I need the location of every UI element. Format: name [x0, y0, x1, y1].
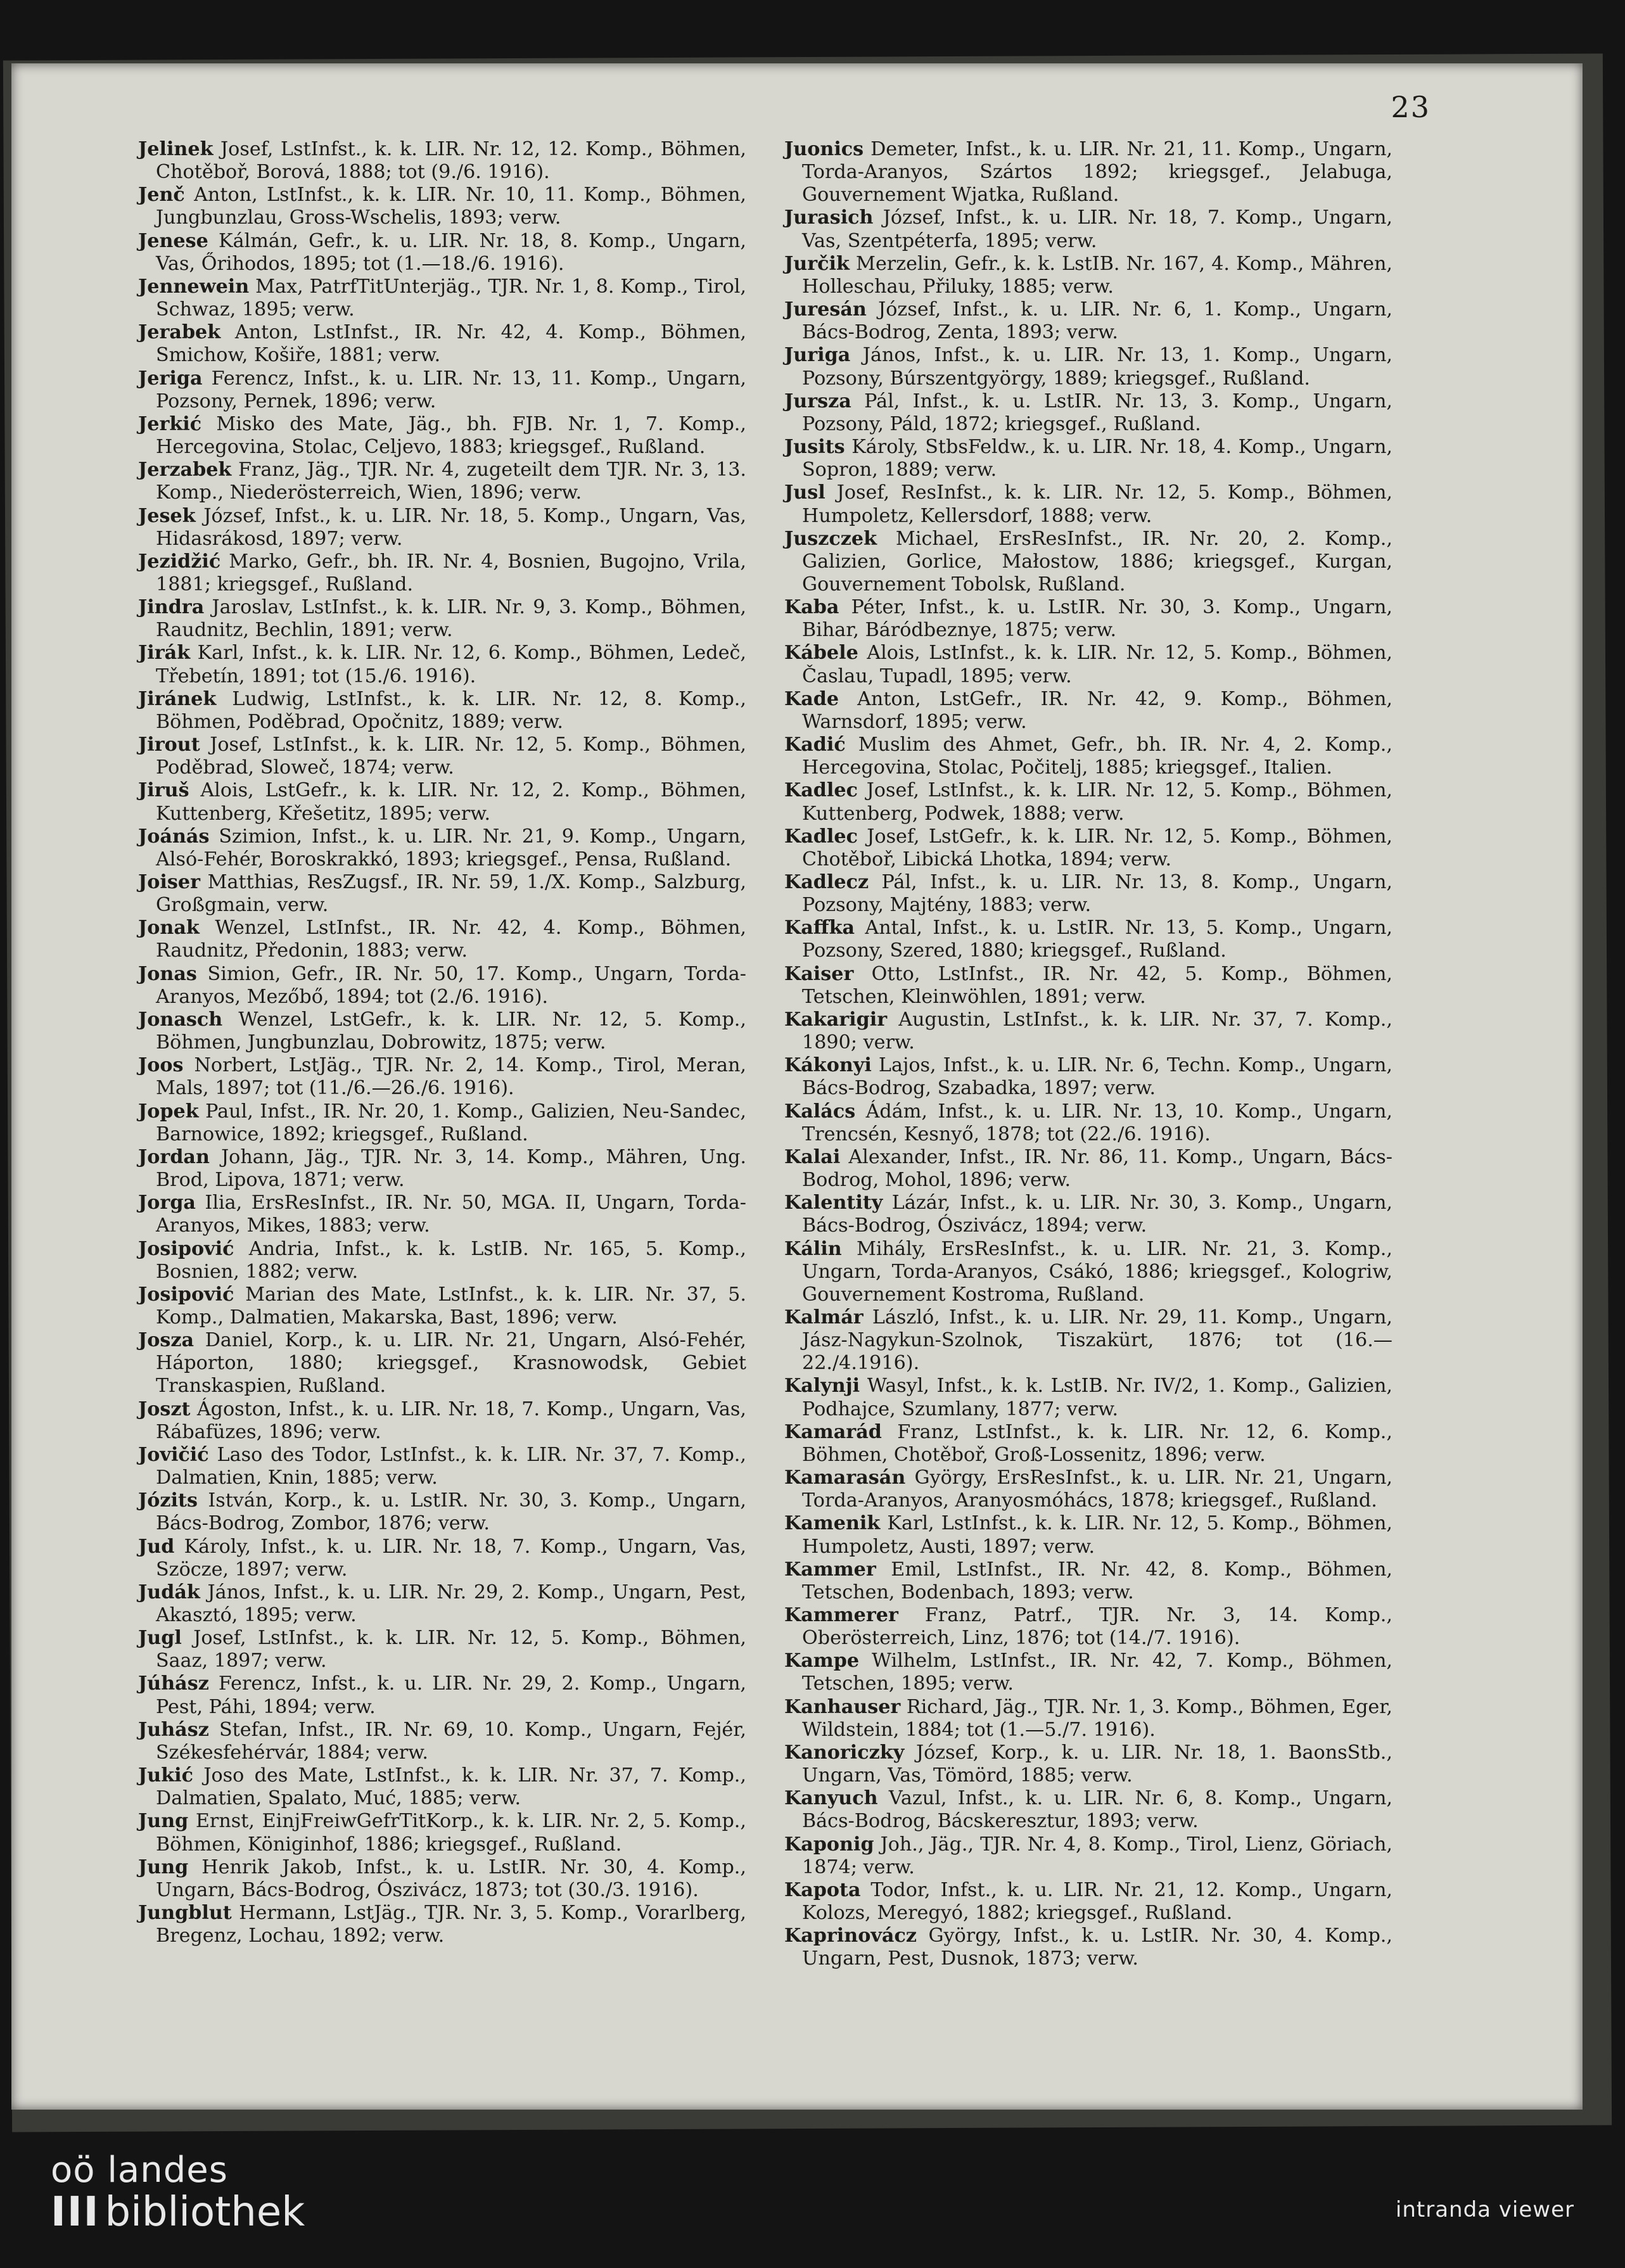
entry-details: Laso des Todor, LstInfst., k. k. LIR. Nr. 37, 7. Komp., Dalmatien, Knin, 1885; verw.: [156, 1443, 746, 1489]
register-entry: [138, 779, 746, 825]
entry-details: Josef, ResInfst., k. k. LIR. Nr. 12, 5. Komp., Böhmen, Humpoletz, Kellersdorf, 1888; verw.: [802, 481, 1392, 527]
logo-line-1: oö landes: [51, 2150, 228, 2191]
register-entry: [138, 1672, 746, 1718]
entry-surname: Kalynji: [784, 1375, 860, 1398]
entry-details: Alois, LstGefr., k. k. LIR. Nr. 12, 2. Komp., Böhmen, Kuttenberg, Křešetitz, 1895; verw.: [156, 779, 746, 825]
register-entry: [138, 1764, 746, 1810]
entry-surname: Jugl: [138, 1627, 182, 1650]
entry-surname: Juhász: [138, 1718, 209, 1741]
entry-surname: Jindra: [138, 596, 205, 619]
entry-surname: Kaffka: [784, 917, 855, 940]
entry-surname: Jukić: [138, 1764, 193, 1787]
entry-details: Karl, Infst., k. k. LIR. Nr. 12, 6. Komp., Böhmen, Ledeč, Třebetín, 1891; tot (15./6. 1916).: [156, 642, 746, 687]
entry-details: Demeter, Infst., k. u. LIR. Nr. 21, 11. Komp., Ungarn, Torda-Aranyos, Szártos 1892; kriegsgef., Jelabuga, Gouvernement Wjatka, Rußland.: [802, 138, 1392, 207]
entry-surname: Kalács: [784, 1100, 856, 1123]
entry-details: Alexander, Infst., IR. Nr. 86, 11. Komp., Ungarn, Bács-Bodrog, Mohol, 1896; verw.: [802, 1145, 1392, 1192]
entry-details: Pál, Infst., k. u. LstIR. Nr. 13, 3. Komp., Ungarn, Pozsony, Páld, 1872; kriegsgef., Rußland.: [802, 390, 1392, 435]
register-entry: [784, 1925, 1392, 1970]
register-entry: [138, 1810, 746, 1856]
entry-details: Franz, Jäg., TJR. Nr. 4, zugeteilt dem TJR. Nr. 3, 13. Komp., Niederösterreich, Wien, 1896; verw.: [156, 459, 746, 504]
entry-surname: Kade: [784, 687, 839, 710]
register-entry: [138, 917, 746, 962]
entry-surname: Kadić: [784, 734, 846, 756]
register-entry: [784, 1558, 1392, 1604]
entry-details: Hermann, LstJäg., TJR. Nr. 3, 5. Komp., Vorarlberg, Bregenz, Lochau, 1892; verw.: [156, 1902, 746, 1947]
register-entry: [138, 596, 746, 642]
entry-surname: Kaponig: [784, 1833, 874, 1856]
entry-details: Ernst, EinjFreiwGefrTitKorp., k. k. LIR. Nr. 2, 5. Komp., Böhmen, Königinhof, 1886; kriegsgef., Rußland.: [156, 1810, 746, 1856]
register-entry: [138, 688, 746, 734]
register-entry: [138, 1054, 746, 1100]
entry-surname: Jennewein: [138, 275, 250, 298]
register-entry: [138, 1719, 746, 1764]
entry-surname: Jovičić: [138, 1443, 209, 1466]
entry-surname: Jusl: [784, 481, 825, 504]
entry-details: Mihály, ErsResInfst., k. u. LIR. Nr. 21, 3. Komp., Ungarn, Torda-Aranyos, Csákó, 1886; kriegsgef., Kologriw, Gouvernement Kostroma, Rußland.: [802, 1237, 1392, 1306]
entry-details: Pál, Infst., k. u. LIR. Nr. 13, 8. Komp., Ungarn, Pozsony, Majtény, 1883; verw.: [802, 871, 1392, 917]
entry-details: József, Infst., k. u. LIR. Nr. 18, 5. Komp., Ungarn, Vas, Hidasrákosd, 1897; verw.: [156, 504, 746, 550]
entry-surname: Jezidžić: [138, 550, 221, 573]
register-entry: [784, 1421, 1392, 1467]
register-entry: [138, 230, 746, 276]
entry-surname: Jurčik: [784, 252, 850, 275]
entry-details: Károly, Infst., k. u. LIR. Nr. 18, 7. Komp., Ungarn, Vas, Szöcze, 1897; verw.: [156, 1535, 746, 1581]
register-entry: [138, 1536, 746, 1581]
entry-details: János, Infst., k. u. LIR. Nr. 29, 2. Komp., Ungarn, Pest, Akasztó, 1895; verw.: [156, 1581, 746, 1626]
register-entry: [138, 963, 746, 1009]
entry-surname: Kakarigir: [784, 1008, 888, 1031]
entry-details: György, Infst., k. u. LstIR. Nr. 30, 4. Komp., Ungarn, Pest, Dusnok, 1873; verw.: [802, 1925, 1392, 1970]
entry-details: Anton, LstInfst., IR. Nr. 42, 4. Komp., Böhmen, Smichow, Košiře, 1881; verw.: [156, 321, 746, 367]
entry-details: Stefan, Infst., IR. Nr. 69, 10. Komp., Ungarn, Fejér, Székesfehérvár, 1884; verw.: [156, 1718, 746, 1764]
entry-details: Josef, LstInfst., k. k. LIR. Nr. 12, 12. Komp., Böhmen, Chotěboř, Borová, 1888; tot (9./6. 1916).: [156, 138, 746, 184]
entry-surname: Kalmár: [784, 1306, 863, 1328]
register-entry: [784, 642, 1392, 687]
library-logo[interactable]: [51, 2151, 305, 2234]
register-entry: [784, 596, 1392, 642]
register-entry: [138, 1489, 746, 1535]
entry-surname: Kadlecz: [784, 871, 869, 893]
entry-surname: Kaba: [784, 596, 839, 619]
entry-surname: Kálin: [784, 1237, 842, 1260]
register-entry: [784, 1787, 1392, 1833]
entry-surname: Juszczek: [784, 527, 877, 550]
entry-details: Richard, Jäg., TJR. Nr. 1, 3. Komp., Böhmen, Eger, Wildstein, 1884; tot (1.—5./7. 1916).: [802, 1695, 1392, 1741]
entry-surname: Jusits: [784, 436, 845, 459]
left-column: [138, 138, 746, 1947]
entry-details: Péter, Infst., k. u. LstIR. Nr. 30, 3. Komp., Ungarn, Bihar, Báródbeznye, 1875; verw.: [802, 596, 1392, 642]
register-entry: [784, 390, 1392, 436]
entry-details: Ludwig, LstInfst., k. k. LIR. Nr. 12, 8. Komp., Böhmen, Poděbrad, Opočnitz, 1889; verw.: [156, 687, 746, 733]
entry-details: Ferencz, Infst., k. u. LIR. Nr. 13, 11. Komp., Ungarn, Pozsony, Pernek, 1896; verw.: [156, 367, 746, 412]
entry-details: Henrik Jakob, Infst., k. u. LstIR. Nr. 30, 4. Komp., Ungarn, Bács-Bodrog, Ószivácz, 1873; tot (30./3. 1916).: [156, 1856, 746, 1901]
register-entry: [138, 321, 746, 367]
entry-details: László, Infst., k. u. LIR. Nr. 29, 11. Komp., Ungarn, Jász-Nagykun-Szolnok, Tiszakürt, 1876; tot (16.—22./4.1916).: [802, 1306, 1392, 1375]
entry-surname: Jiruš: [138, 779, 189, 802]
entry-surname: Joszt: [138, 1398, 191, 1420]
entry-details: Daniel, Korp., k. u. LIR. Nr. 21, Ungarn, Alsó-Fehér, Háporton, 1880; kriegsgef., Krasnowodsk, Gebiet Transkaspien, Rußland.: [156, 1329, 746, 1398]
entry-surname: Kamenik: [784, 1512, 881, 1535]
entry-details: Joh., Jäg., TJR. Nr. 4, 8. Komp., Tirol, Lienz, Göriach, 1874; verw.: [802, 1833, 1392, 1878]
entry-details: Otto, LstInfst., IR. Nr. 42, 5. Komp., Böhmen, Tetschen, Kleinwöhlen, 1891; verw.: [802, 962, 1392, 1008]
register-entry: [138, 1238, 746, 1284]
register-entry: [138, 505, 746, 551]
register-entry: [138, 276, 746, 321]
entry-details: Misko des Mate, Jäg., bh. FJB. Nr. 1, 7. Komp., Hercegovina, Stolac, Celjevo, 1883; kriegsgef., Rußland.: [156, 412, 746, 459]
logo-bars-icon: III: [51, 2189, 100, 2236]
entry-surname: Jerkić: [138, 412, 202, 435]
entry-surname: Josipović: [138, 1237, 234, 1260]
entry-surname: Kalentity: [784, 1192, 883, 1214]
register-entry: [138, 1398, 746, 1444]
register-entry: [784, 1512, 1392, 1558]
entry-surname: Judák: [138, 1581, 200, 1603]
entry-details: Lázár, Infst., k. u. LIR. Nr. 30, 3. Komp., Ungarn, Bács-Bodrog, Ószivácz, 1894; verw.: [802, 1192, 1392, 1237]
entry-details: Károly, StbsFeldw., k. u. LIR. Nr. 18, 4. Komp., Ungarn, Sopron, 1889; verw.: [802, 436, 1392, 481]
register-entry: [138, 413, 746, 459]
entry-details: Josef, LstInfst., k. k. LIR. Nr. 12, 5. Komp., Böhmen, Saaz, 1897; verw.: [156, 1627, 746, 1672]
register-entry: [784, 1146, 1392, 1192]
register-entry: [784, 779, 1392, 825]
register-entry: [138, 367, 746, 413]
entry-surname: Jordan: [138, 1145, 210, 1168]
entry-details: Ádám, Infst., k. u. LIR. Nr. 13, 10. Komp., Ungarn, Trencsén, Kesnyő, 1878; tot (22./6. 1916).: [802, 1100, 1392, 1145]
register-entry: [138, 551, 746, 596]
register-entry: [784, 253, 1392, 298]
entry-surname: Kapota: [784, 1878, 861, 1901]
register-entry: [138, 1902, 746, 1947]
register-entry: [138, 459, 746, 504]
entry-details: Jaroslav, LstInfst., k. k. LIR. Nr. 9, 3. Komp., Böhmen, Raudnitz, Bechlin, 1891; verw.: [156, 596, 746, 642]
entry-surname: Jud: [138, 1535, 175, 1558]
entry-surname: Kampe: [784, 1650, 860, 1672]
entry-details: Anton, LstGefr., IR. Nr. 42, 9. Komp., Böhmen, Warnsdorf, 1895; verw.: [802, 687, 1392, 733]
entry-details: Wenzel, LstGefr., k. k. LIR. Nr. 12, 5. Komp., Böhmen, Jungbunzlau, Dobrowitz, 1875; verw.: [156, 1008, 746, 1054]
register-entry: [784, 917, 1392, 962]
entry-surname: Jungblut: [138, 1902, 232, 1925]
entry-surname: Jurasich: [784, 207, 874, 229]
register-entry: [784, 1375, 1392, 1420]
entry-surname: Kanhauser: [784, 1695, 901, 1718]
entry-surname: Jelinek: [138, 138, 213, 160]
register-entry: [138, 1100, 746, 1146]
register-entry: [784, 963, 1392, 1009]
entry-surname: Jorga: [138, 1192, 196, 1214]
entry-surname: Kákonyi: [784, 1054, 872, 1077]
right-column: [784, 138, 1392, 1971]
register-entry: [138, 138, 746, 184]
entry-surname: Jiránek: [138, 687, 217, 710]
register-entry: [784, 1696, 1392, 1742]
register-entry: [784, 298, 1392, 344]
entry-details: Szimion, Infst., k. u. LIR. Nr. 21, 9. Komp., Ungarn, Alsó-Fehér, Boroskrakkó, 1893; kriegsgef., Pensa, Rußland.: [156, 825, 746, 870]
document-page: [11, 63, 1583, 2110]
entry-surname: Kamarád: [784, 1420, 882, 1443]
entry-details: Josef, LstInfst., k. k. LIR. Nr. 12, 5. Komp., Böhmen, Kuttenberg, Podwek, 1888; verw.: [802, 779, 1392, 825]
entry-details: István, Korp., k. u. LstIR. Nr. 30, 3. Komp., Ungarn, Bács-Bodrog, Zombor, 1876; verw.: [156, 1489, 746, 1535]
register-entry: [138, 1444, 746, 1489]
entry-surname: Jenese: [138, 229, 208, 252]
register-entry: [784, 871, 1392, 917]
entry-details: Marian des Mate, LstInfst., k. k. LIR. Nr. 37, 5. Komp., Dalmatien, Makarska, Bast, 1896; verw.: [156, 1283, 746, 1328]
entry-surname: Jursza: [784, 390, 851, 412]
register-entry: [138, 734, 746, 779]
register-entry: [784, 1100, 1392, 1146]
entry-details: Simion, Gefr., IR. Nr. 50, 17. Komp., Ungarn, Torda-Aranyos, Mezőbő, 1894; tot (2./6. 1916).: [156, 962, 746, 1008]
entry-details: Ilia, ErsResInfst., IR. Nr. 50, MGA. II, Ungarn, Torda-Aranyos, Mikes, 1883; verw.: [156, 1192, 746, 1237]
entry-details: Josef, LstGefr., k. k. LIR. Nr. 12, 5. Komp., Böhmen, Chotěboř, Libická Lhotka, 1894; verw.: [802, 825, 1392, 870]
entry-surname: Jenč: [138, 184, 185, 207]
entry-surname: Jonasch: [138, 1008, 223, 1031]
entry-details: Michael, ErsResInfst., IR. Nr. 20, 2. Komp., Galizien, Gorlice, Małostow, 1886; kriegsgef., Kurgan, Gouvernement Tobolsk, Rußland.: [802, 527, 1392, 596]
entry-surname: Josza: [138, 1329, 194, 1352]
register-entry: [784, 528, 1392, 596]
entry-surname: Kammer: [784, 1558, 876, 1581]
entry-surname: Jonak: [138, 917, 200, 940]
entry-details: József, Korp., k. u. LIR. Nr. 18, 1. BaonsStb., Ungarn, Vas, Tömörd, 1885; verw.: [802, 1741, 1392, 1787]
register-entry: [784, 1306, 1392, 1375]
entry-surname: Kammerer: [784, 1604, 898, 1626]
entry-surname: Jung: [138, 1856, 189, 1878]
register-entry: [138, 1627, 746, 1672]
entry-details: Karl, LstInfst., k. k. LIR. Nr. 12, 5. Komp., Böhmen, Humpoletz, Austi, 1897; verw.: [802, 1512, 1392, 1558]
entry-details: Norbert, LstJäg., TJR. Nr. 2, 14. Komp., Tirol, Meran, Mals, 1897; tot (11./6.—26./6. 1916).: [156, 1054, 746, 1100]
register-entry: [138, 1581, 746, 1627]
register-entry: [784, 825, 1392, 871]
register-entry: [138, 1192, 746, 1237]
entry-details: Lajos, Infst., k. u. LIR. Nr. 6, Techn. Komp., Ungarn, Bács-Bodrog, Szabadka, 1897; verw.: [802, 1054, 1392, 1100]
register-entry: [784, 207, 1392, 252]
entry-surname: Jerzabek: [138, 459, 232, 481]
entry-surname: Juresán: [784, 298, 867, 321]
viewer-label: intranda viewer: [1395, 2197, 1574, 2222]
entry-surname: Kanyuch: [784, 1787, 878, 1810]
register-entry: [784, 1833, 1392, 1879]
entry-surname: Jesek: [138, 504, 196, 527]
entry-details: János, Infst., k. u. LIR. Nr. 13, 1. Komp., Ungarn, Pozsony, Búrszentgyörgy, 1889; kriegsgef., Rußland.: [802, 344, 1392, 390]
entry-details: Emil, LstInfst., IR. Nr. 42, 8. Komp., Böhmen, Tetschen, Bodenbach, 1893; verw.: [802, 1558, 1392, 1603]
entry-surname: Jeriga: [138, 367, 203, 390]
register-entry: [138, 1284, 746, 1329]
register-entry: [784, 1238, 1392, 1306]
entry-details: Augustin, LstInfst., k. k. LIR. Nr. 37, 7. Komp., 1890; verw.: [802, 1008, 1392, 1054]
entry-details: Wenzel, LstInfst., IR. Nr. 42, 4. Komp., Böhmen, Raudnitz, Předonin, 1883; verw.: [156, 917, 746, 962]
register-entry: [784, 436, 1392, 481]
entry-surname: Joos: [138, 1054, 184, 1077]
entry-surname: Jung: [138, 1810, 189, 1833]
entry-details: Ferencz, Infst., k. u. LIR. Nr. 29, 2. Komp., Ungarn, Pest, Páhi, 1894; verw.: [156, 1672, 746, 1718]
entry-details: Todor, Infst., k. u. LIR. Nr. 21, 12. Komp., Ungarn, Kolozs, Meregyó, 1882; kriegsgef., Rußland.: [802, 1878, 1392, 1925]
entry-details: József, Infst., k. u. LIR. Nr. 6, 1. Komp., Ungarn, Bács-Bodrog, Zenta, 1893; verw.: [802, 298, 1392, 344]
register-entry: [138, 871, 746, 917]
register-entry: [138, 825, 746, 871]
register-entry: [784, 481, 1392, 527]
entry-details: Joso des Mate, LstInfst., k. k. LIR. Nr. 37, 7. Komp., Dalmatien, Spalato, Muć, 1885; verw.: [156, 1764, 746, 1810]
page-number: 23: [1391, 90, 1431, 124]
entry-surname: Josipović: [138, 1283, 234, 1306]
register-entry: [138, 642, 746, 687]
register-entry: [784, 1054, 1392, 1100]
entry-surname: Kalai: [784, 1145, 841, 1168]
entry-details: Wasyl, Infst., k. k. LstIB. Nr. IV/2, 1. Komp., Galizien, Podhajce, Szumlany, 1877; verw.: [802, 1375, 1392, 1420]
entry-surname: Kanoriczky: [784, 1741, 905, 1764]
entry-details: Franz, LstInfst., k. k. LIR. Nr. 12, 6. Komp., Böhmen, Chotěboř, Groß-Lossenitz, 1896; verw.: [802, 1420, 1392, 1466]
register-entry: [138, 184, 746, 229]
register-entry: [784, 1192, 1392, 1237]
entry-details: Johann, Jäg., TJR. Nr. 3, 14. Komp., Mähren, Ung. Brod, Lipova, 1871; verw.: [156, 1145, 746, 1192]
register-entry: [784, 138, 1392, 207]
entry-surname: Kamarasán: [784, 1467, 906, 1489]
logo-line-2: [51, 2190, 305, 2234]
register-entry: [784, 1467, 1392, 1512]
entry-surname: Kaprinovácz: [784, 1925, 917, 1947]
entry-surname: Júhász: [138, 1672, 209, 1695]
entry-details: Marko, Gefr., bh. IR. Nr. 4, Bosnien, Bugojno, Vrila, 1881; kriegsgef., Rußland.: [156, 550, 746, 596]
register-entry: [784, 1604, 1392, 1650]
entry-details: Antal, Infst., k. u. LstIR. Nr. 13, 5. Komp., Ungarn, Pozsony, Szered, 1880; kriegsgef., Rußland.: [802, 917, 1392, 962]
register-entry: [138, 1146, 746, 1192]
entry-details: Paul, Infst., IR. Nr. 20, 1. Komp., Galizien, Neu-Sandec, Barnowice, 1892; kriegsgef., Rußland.: [156, 1100, 746, 1145]
register-entry: [784, 1742, 1392, 1787]
entry-surname: Jerabek: [138, 321, 221, 344]
entry-surname: Kadlec: [784, 779, 858, 802]
entry-details: Wilhelm, LstInfst., IR. Nr. 42, 7. Komp., Böhmen, Tetschen, 1895; verw.: [802, 1650, 1392, 1695]
entry-surname: Józits: [138, 1489, 198, 1512]
entry-surname: Kaiser: [784, 962, 854, 985]
entry-surname: Juonics: [784, 138, 864, 160]
register-entry: [784, 1009, 1392, 1054]
entry-surname: Kábele: [784, 642, 858, 665]
entry-surname: Kadlec: [784, 825, 858, 848]
entry-details: Ágoston, Infst., k. u. LIR. Nr. 18, 7. Komp., Ungarn, Vas, Rábafüzes, 1896; verw.: [156, 1398, 746, 1443]
entry-surname: Jopek: [138, 1100, 199, 1123]
register-entry: [784, 734, 1392, 779]
entry-surname: Jirák: [138, 642, 191, 665]
entry-surname: Joiser: [138, 871, 200, 893]
entry-details: Josef, LstInfst., k. k. LIR. Nr. 12, 5. Komp., Böhmen, Poděbrad, Sloweč, 1874; verw.: [156, 734, 746, 779]
register-entry: [138, 1329, 746, 1398]
entry-surname: Joánás: [138, 825, 210, 848]
entry-surname: Jonas: [138, 962, 197, 985]
entry-details: Andria, Infst., k. k. LstIB. Nr. 165, 5. Komp., Bosnien, 1882; verw.: [156, 1237, 746, 1283]
entry-details: Kálmán, Gefr., k. u. LIR. Nr. 18, 8. Komp., Ungarn, Vas, Őrihodos, 1895; tot (1.—18./6. 1916).: [156, 229, 746, 275]
entry-details: Matthias, ResZugsf., IR. Nr. 59, 1./X. Komp., Salzburg, Großgmain, verw.: [156, 871, 746, 917]
entry-details: Anton, LstInfst., k. k. LIR. Nr. 10, 11. Komp., Böhmen, Jungbunzlau, Gross-Wschelis, 1893; verw.: [156, 184, 746, 229]
register-entry: [138, 1856, 746, 1902]
entry-details: Muslim des Ahmet, Gefr., bh. IR. Nr. 4, 2. Komp., Hercegovina, Stolac, Počitelj, 1885; kriegsgef., Italien.: [802, 734, 1392, 779]
entry-details: Vazul, Infst., k. u. LIR. Nr. 6, 8. Komp., Ungarn, Bács-Bodrog, Bácskeresztur, 1893; verw.: [802, 1787, 1392, 1833]
entry-surname: Jirout: [138, 734, 200, 756]
register-entry: [138, 1009, 746, 1054]
entry-surname: Juriga: [784, 344, 851, 367]
entry-details: Franz, Patrf., TJR. Nr. 3, 14. Komp., Oberösterreich, Linz, 1876; tot (14./7. 1916).: [802, 1604, 1392, 1650]
entry-details: Merzelin, Gefr., k. k. LstIB. Nr. 167, 4. Komp., Mähren, Holleschau, Přiluky, 1885; verw.: [802, 252, 1392, 298]
logo-line-2-text: bibliothek: [105, 2189, 305, 2236]
entry-details: Max, PatrfTitUnterjäg., TJR. Nr. 1, 8. Komp., Tirol, Schwaz, 1895; verw.: [156, 275, 746, 321]
register-entry: [784, 1879, 1392, 1925]
entry-details: József, Infst., k. u. LIR. Nr. 18, 7. Komp., Ungarn, Vas, Szentpéterfa, 1895; verw.: [802, 207, 1392, 252]
register-entry: [784, 688, 1392, 734]
entry-details: György, ErsResInfst., k. u. LIR. Nr. 21, Ungarn, Torda-Aranyos, Aranyosmóhács, 1878; kriegsgef., Rußland.: [802, 1467, 1392, 1512]
register-entry: [784, 1650, 1392, 1695]
entry-details: Alois, LstInfst., k. k. LIR. Nr. 12, 5. Komp., Böhmen, Časlau, Tupadl, 1895; verw.: [802, 642, 1392, 687]
register-entry: [784, 344, 1392, 390]
